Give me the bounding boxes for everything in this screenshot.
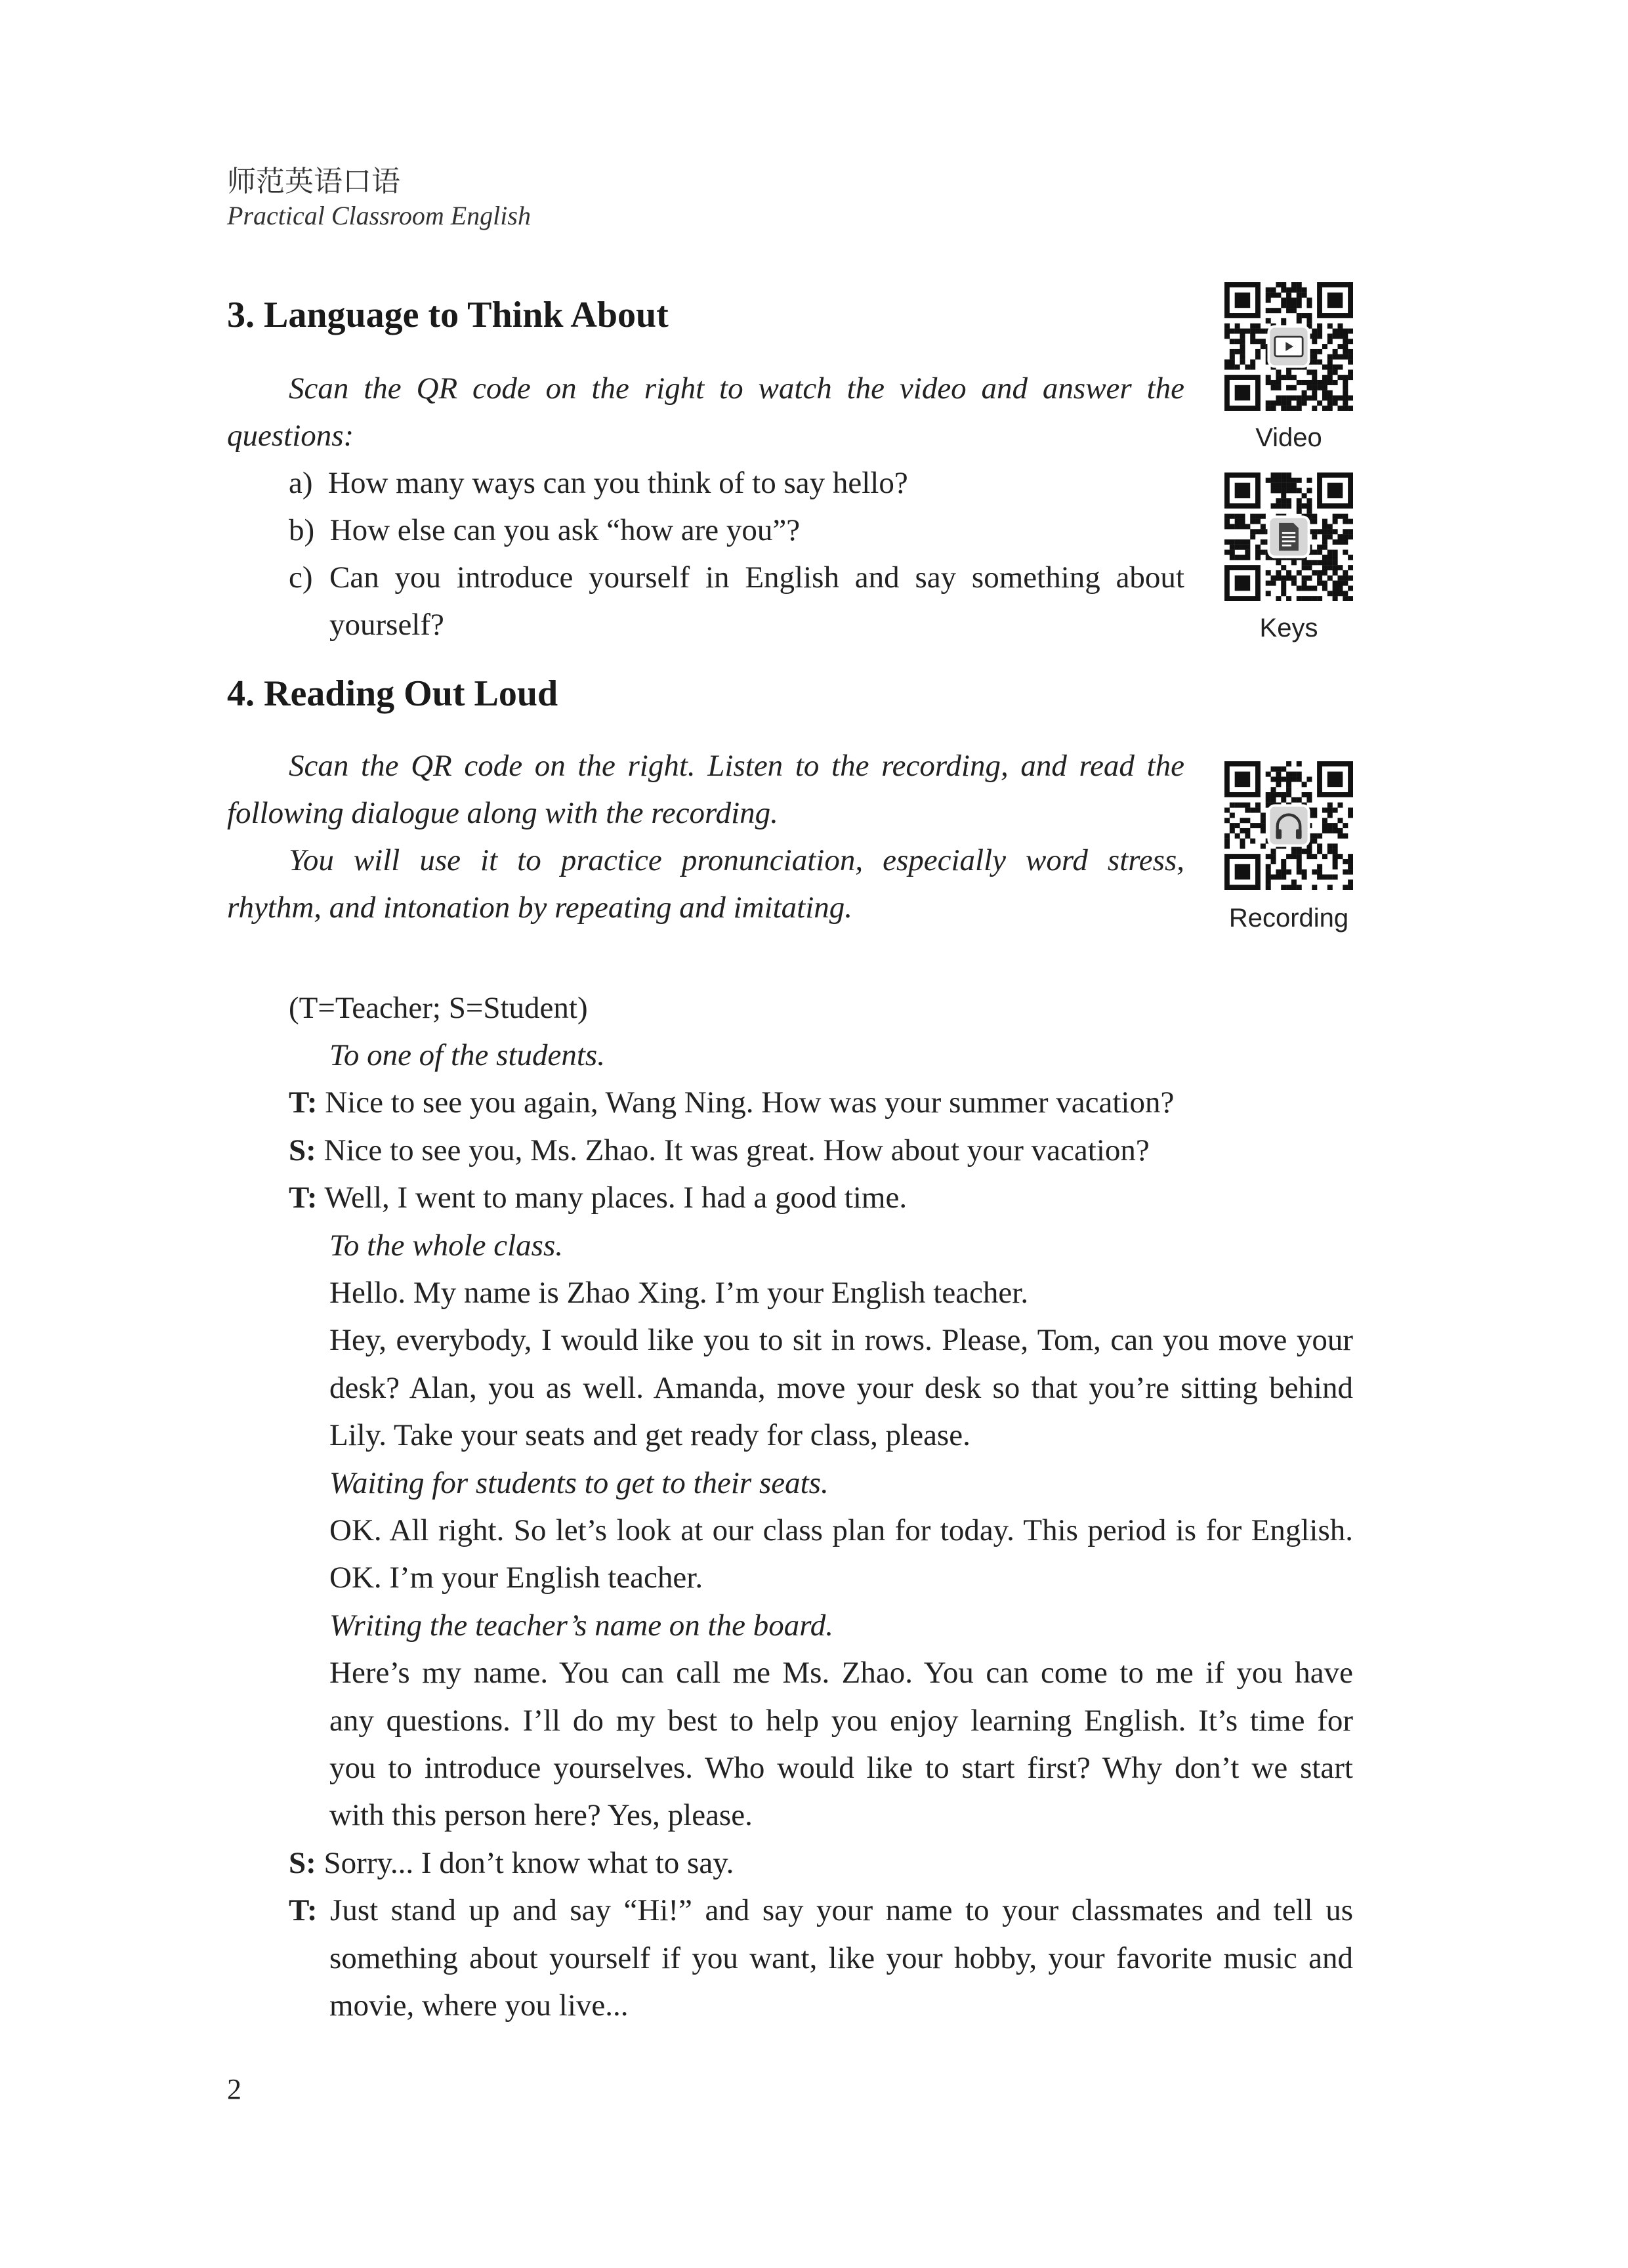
dialogue-line xyxy=(289,1887,1353,1934)
question-label: a) xyxy=(289,466,313,500)
speaker-label: S: xyxy=(289,1133,316,1167)
dialogue-line: you to introduce yourselves. Who would like to start first? Why don’t we start xyxy=(329,1751,1353,1785)
speaker-label: T: xyxy=(289,1893,318,1927)
section-4-intro-3: You will use it to practice pronunciation, especially word stress, xyxy=(289,843,1184,877)
speaker-label: T: xyxy=(289,1181,318,1215)
dialogue-line: Here’s my name. You can call me Ms. Zhao. You can come to me if you have xyxy=(329,1656,1353,1690)
dialogue-line: Lily. Take your seats and get ready for class, please. xyxy=(329,1418,971,1452)
section-3-heading: 3. Language to Think About xyxy=(227,295,669,335)
speaker-label: T: xyxy=(289,1085,318,1120)
dialogue-line: with this person here? Yes, please. xyxy=(329,1798,753,1832)
speaker-label: S: xyxy=(289,1846,316,1880)
dialogue-line xyxy=(289,1079,1174,1126)
dialogue-line xyxy=(289,1174,907,1221)
dialogue-text: Well, I went to many places. I had a good time. xyxy=(324,1181,908,1215)
dialogue-line: Hello. My name is Zhao Xing. I’m your English teacher. xyxy=(329,1276,1029,1310)
dialogue-text: Just stand up and say “Hi!” and say your name to your classmates and tell us xyxy=(330,1893,1354,1927)
question-c-text-cont: yourself? xyxy=(329,608,444,642)
document-icon xyxy=(1279,523,1299,551)
dialogue-line: something about yourself if you want, like your hobby, your favorite music and xyxy=(329,1941,1353,1975)
keys-qr-label: Keys xyxy=(1259,614,1318,642)
play-icon xyxy=(1275,337,1303,356)
stage-direction: Waiting for students to get to their seats. xyxy=(329,1466,829,1500)
dialogue-text: Nice to see you again, Wang Ning. How was your summer vacation? xyxy=(325,1085,1175,1120)
question-b xyxy=(289,507,800,554)
book-title-chinese: 师范英语口语 xyxy=(227,165,400,198)
dialogue-line xyxy=(289,1839,734,1887)
question-text: How else can you ask “how are you”? xyxy=(329,513,801,547)
dialogue-line: desk? Alan, you as well. Amanda, move your desk so that you’re sitting behind xyxy=(329,1371,1353,1405)
dialogue-line: movie, where you live... xyxy=(329,1988,629,2023)
section-4-heading: 4. Reading Out Loud xyxy=(227,673,558,714)
stage-direction: Writing the teacher’s name on the board. xyxy=(329,1608,834,1643)
video-qr-code[interactable] xyxy=(1224,282,1353,411)
question-label: b) xyxy=(289,513,315,547)
stage-direction: To one of the students. xyxy=(329,1038,605,1072)
question-c-text: Can you introduce yourself in English and say something about xyxy=(329,560,1184,595)
section-3-intro: Scan the QR code on the right to watch the video and answer the xyxy=(289,371,1184,406)
section-4-intro-2: following dialogue along with the recording. xyxy=(227,796,778,830)
recording-qr-label: Recording xyxy=(1228,904,1349,933)
section-4-intro-1: Scan the QR code on the right. Listen to the recording, and read the xyxy=(289,749,1184,783)
section-4-intro-4: rhythm, and intonation by repeating and imitating. xyxy=(227,891,853,925)
book-title-english: Practical Classroom English xyxy=(227,201,531,230)
question-text: How many ways can you think of to say hello? xyxy=(328,466,908,500)
dialogue-line: OK. All right. So let’s look at our class plan for today. This period is for English. xyxy=(329,1513,1353,1547)
dialogue-text: Sorry... I don’t know what to say. xyxy=(324,1846,734,1880)
dialogue-line: Hey, everybody, I would like you to sit in rows. Please, Tom, can you move your xyxy=(329,1323,1353,1357)
dialogue-line: any questions. I’ll do my best to help you enjoy learning English. It’s time for xyxy=(329,1704,1353,1738)
qr-pattern xyxy=(1224,472,1353,601)
qr-pattern xyxy=(1224,761,1353,890)
dialogue-line xyxy=(289,1127,1150,1174)
page-number: 2 xyxy=(227,2073,241,2105)
dialogue-legend: (T=Teacher; S=Student) xyxy=(289,991,588,1025)
dialogue-text: Nice to see you, Ms. Zhao. It was great. How about your vacation? xyxy=(324,1133,1150,1167)
keys-qr-code[interactable] xyxy=(1224,472,1353,601)
qr-pattern xyxy=(1224,282,1353,411)
dialogue-line: OK. I’m your English teacher. xyxy=(329,1561,703,1595)
section-3-intro-cont: questions: xyxy=(227,419,354,453)
video-qr-label: Video xyxy=(1255,423,1322,452)
stage-direction: To the whole class. xyxy=(329,1228,564,1263)
question-c-label: c) xyxy=(289,560,313,595)
recording-qr-code[interactable] xyxy=(1224,761,1353,890)
question-a xyxy=(289,459,908,507)
